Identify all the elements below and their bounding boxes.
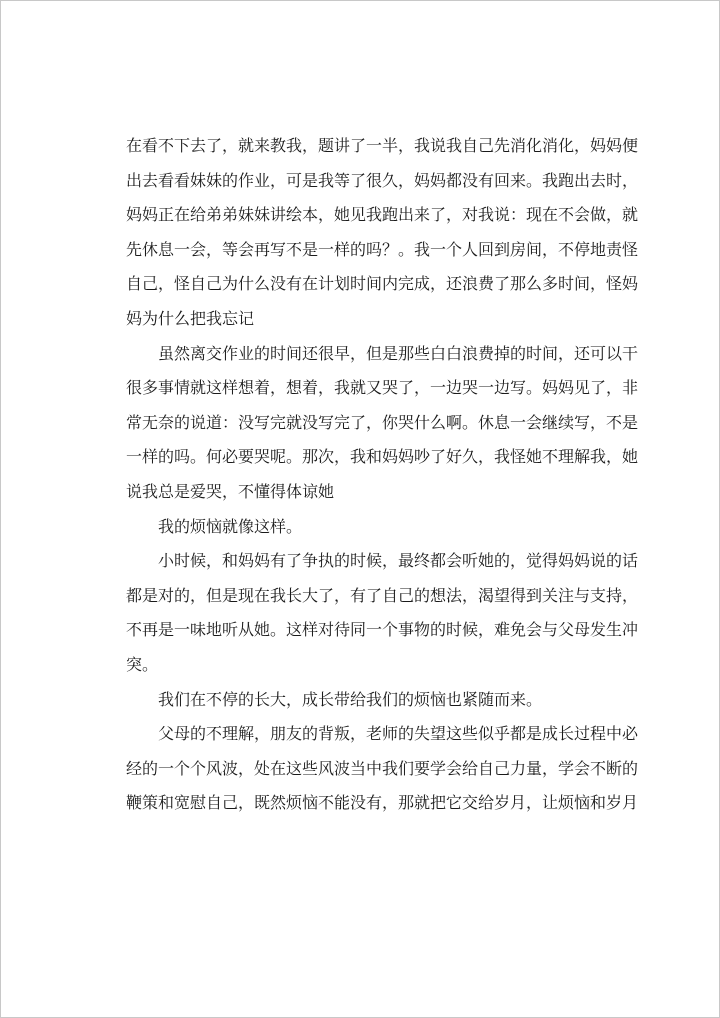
text-line: 突。: [126, 654, 159, 674]
text-line: 妈妈正在给弟弟妹妹讲绘本，她见我跑出来了，对我说：现在不会做，就: [126, 205, 639, 225]
text-line: 妈为什么把我忘记: [126, 308, 255, 328]
text-line: 一样的吗。何必要哭呢。那次，我和妈妈吵了好久，我怪她不理解我，她: [126, 447, 639, 467]
text-line: 小时候，和妈妈有了争执的时候，最终都会听她的，觉得妈妈说的话: [158, 551, 639, 571]
text-line: 我的烦恼就像这样。: [158, 516, 303, 536]
text-line: 出去看看妹妹的作业，可是我等了很久，妈妈都没有回来。我跑出去时，: [126, 170, 639, 190]
text-line: 在看不下去了，就来教我，题讲了一半，我说我自己先消化消化，妈妈便: [126, 136, 639, 155]
text-line: 很多事情就这样想着，想着，我就又哭了，一边哭一边写。妈妈见了，非: [126, 378, 639, 398]
text-line: 常无奈的说道：没写完就没写完了，你哭什么啊。休息一会继续写，不是: [126, 412, 639, 432]
body-text: [126, 129, 639, 821]
text-line: 自己，怪自己为什么没有在计划时间内完成，还浪费了那么多时间，怪妈: [126, 274, 639, 294]
text-line: 说我总是爱哭，不懂得体谅她: [126, 481, 335, 501]
text-line: 我们在不停的长大，成长带给我们的烦恼也紧随而来。: [158, 689, 543, 709]
text-line: 都是对的，但是现在我长大了，有了自己的想法，渴望得到关注与支持，: [126, 585, 639, 605]
text-line: 经的一个个风波，处在这些风波当中我们要学会给自己力量，学会不断的: [126, 758, 639, 778]
text-line: 不再是一味地听从她。这样对待同一个事物的时候，难免会与父母发生冲: [126, 620, 639, 640]
text-line: 父母的不理解，朋友的背叛，老师的失望这些似乎都是成长过程中必: [158, 724, 639, 744]
text-line: 鞭策和宽慰自己，既然烦恼不能没有，那就把它交给岁月，让烦恼和岁月: [126, 793, 639, 813]
text-line: 先休息一会，等会再写不是一样的吗？。我一个人回到房间，不停地责怪: [126, 239, 639, 259]
text-line: 虽然离交作业的时间还很早，但是那些白白浪费掉的时间，还可以干: [158, 343, 639, 363]
